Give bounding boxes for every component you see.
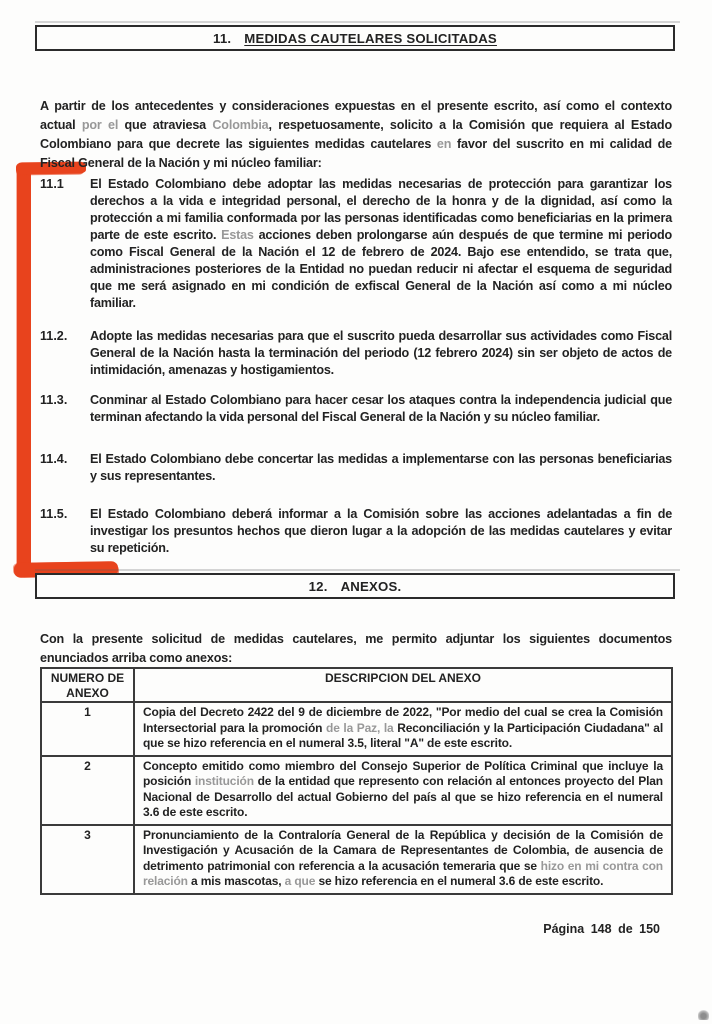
footer-total-pages: 150: [639, 922, 660, 936]
measure-item-number: 11.2.: [40, 329, 68, 343]
footer-label: Página: [543, 922, 585, 936]
measure-item-11-5: [40, 506, 672, 557]
measure-item-text: Conminar al Estado Colombiano para hacer cesar los ataques contra la independencia judicial que terminan afectando la vida personal del Fiscal General de la Nación y su núcleo familiar.: [90, 393, 672, 424]
measure-item-number: 11.5.: [40, 507, 68, 521]
annex-intro-paragraph: Con la presente solicitud de medidas cautelares, me permito adjuntar los siguientes documentos enunciados arriba como anexos:: [40, 631, 672, 665]
annex-table-row-3: [41, 825, 672, 894]
section-12-title: ANEXOS.: [340, 579, 402, 594]
section-11-number: 11.: [213, 31, 232, 46]
measure-item-11-1: [40, 176, 672, 312]
annex-number-cell: 1: [41, 702, 134, 756]
footer-page-number: 148: [590, 922, 612, 936]
section-12-header-box: [35, 573, 675, 599]
section-11-header-box: [35, 25, 675, 51]
measure-item-text: El Estado Colombiano debe adoptar las medidas necesarias de protección para garantizar los derechos a la vida e integridad personal, el derecho de la honra y de la dignidad, así como la protección a mi familia conformada por las personas identificadas como beneficiarias en la primera parte de este escrito. Estas acciones deben prolongarse aún después de que termine mi periodo como Fiscal General de la Nación el 12 de febrero de 2024. Bajo ese entendido, se trata que, administraciones posteriores de la Entidad no puedan reducir ni afectar el esquema de seguridad que me será asignado en mi condición de exfiscal General de la Nación así como a mi núcleo familiar.: [90, 177, 672, 310]
annex-description-cell: Pronunciamiento de la Contraloría General de la República y decisión de la Comisión de Investigación y Acusación de la Camara de Representantes de Colombia, de ausencia de detrimento patrimonial con referencia a la acusación temeraria que se hizo en mi contra con relación a mis mascotas, a que se hizo referencia en el numeral 3.6 de este escrito.: [134, 825, 672, 894]
footer-separator: de: [618, 922, 633, 936]
annex-number-cell: 2: [41, 756, 134, 825]
measure-item-11-2: [40, 328, 672, 379]
annex-table-row-2: [41, 756, 672, 825]
annex-table-header-description: DESCRIPCION DEL ANEXO: [134, 668, 672, 702]
measure-item-text: El Estado Colombiano deberá informar a la Comisión sobre las acciones adelantadas a fin de investigar los presuntos hechos que dieron lugar a la adopción de las medidas cautelares y evitar su repetición.: [90, 507, 672, 555]
annex-number-cell: 3: [41, 825, 134, 894]
annex-table: [40, 667, 673, 895]
annex-table-header-number: NUMERO DE ANEXO: [41, 668, 134, 702]
measure-item-number: 11.3.: [40, 393, 68, 407]
measures-list: [40, 176, 672, 557]
measure-item-number: 11.1: [40, 177, 64, 191]
section-12-number: 12.: [308, 579, 328, 594]
annex-table-row-1: [41, 702, 672, 756]
measure-item-number: 11.4.: [40, 452, 68, 466]
section-11-intro-paragraph: A partir de los antecedentes y consideraciones expuestas en el presente escrito, así como el contexto actual por el que atraviesa Colombia, respetuosamente, solicito a la Comisión que requiera al Estado Colombiano para que decrete las siguientes medidas cautelares en favor del suscrito en mi calidad de Fiscal General de la Nación y mi núcleo familiar:: [40, 98, 672, 170]
annex-description-cell: Copia del Decreto 2422 del 9 de diciembre de 2022, "Por medio del cual se crea la Comisión Intersectorial para la promoción de la Paz, la Reconciliación y la Participación Ciudadana" al que se hizo referencia en el numeral 3.5, literal "A" de este escrito.: [134, 702, 672, 756]
annex-description-cell: Concepto emitido como miembro del Consejo Superior de Política Criminal que incluye la posición institución de la entidad que represento con relación al entonces proyecto del Plan Nacional de Desarrollo del actual Gobierno del país al que se hizo referencia en el numeral 3.6 de este escrito.: [134, 756, 672, 825]
scan-smudge-artifact: [698, 1010, 709, 1020]
measure-item-text: Adopte las medidas necesarias para que el suscrito pueda desarrollar sus actividades como Fiscal General de la Nación hasta la terminación del periodo (12 febrero 2024) sin ser objeto de actos de intimidación, amenazas y hostigamientos.: [90, 329, 672, 377]
page-footer: [540, 922, 660, 936]
measure-item-11-4: [40, 451, 672, 485]
measure-item-text: El Estado Colombiano debe concertar las medidas a implementarse con las personas beneficiarias y sus representantes.: [90, 452, 672, 483]
annex-table-header-row: [41, 668, 672, 702]
red-bracket-annotation-side: [17, 163, 31, 576]
measure-item-11-3: [40, 392, 672, 426]
section-11-title: MEDIDAS CAUTELARES SOLICITADAS: [244, 31, 497, 46]
